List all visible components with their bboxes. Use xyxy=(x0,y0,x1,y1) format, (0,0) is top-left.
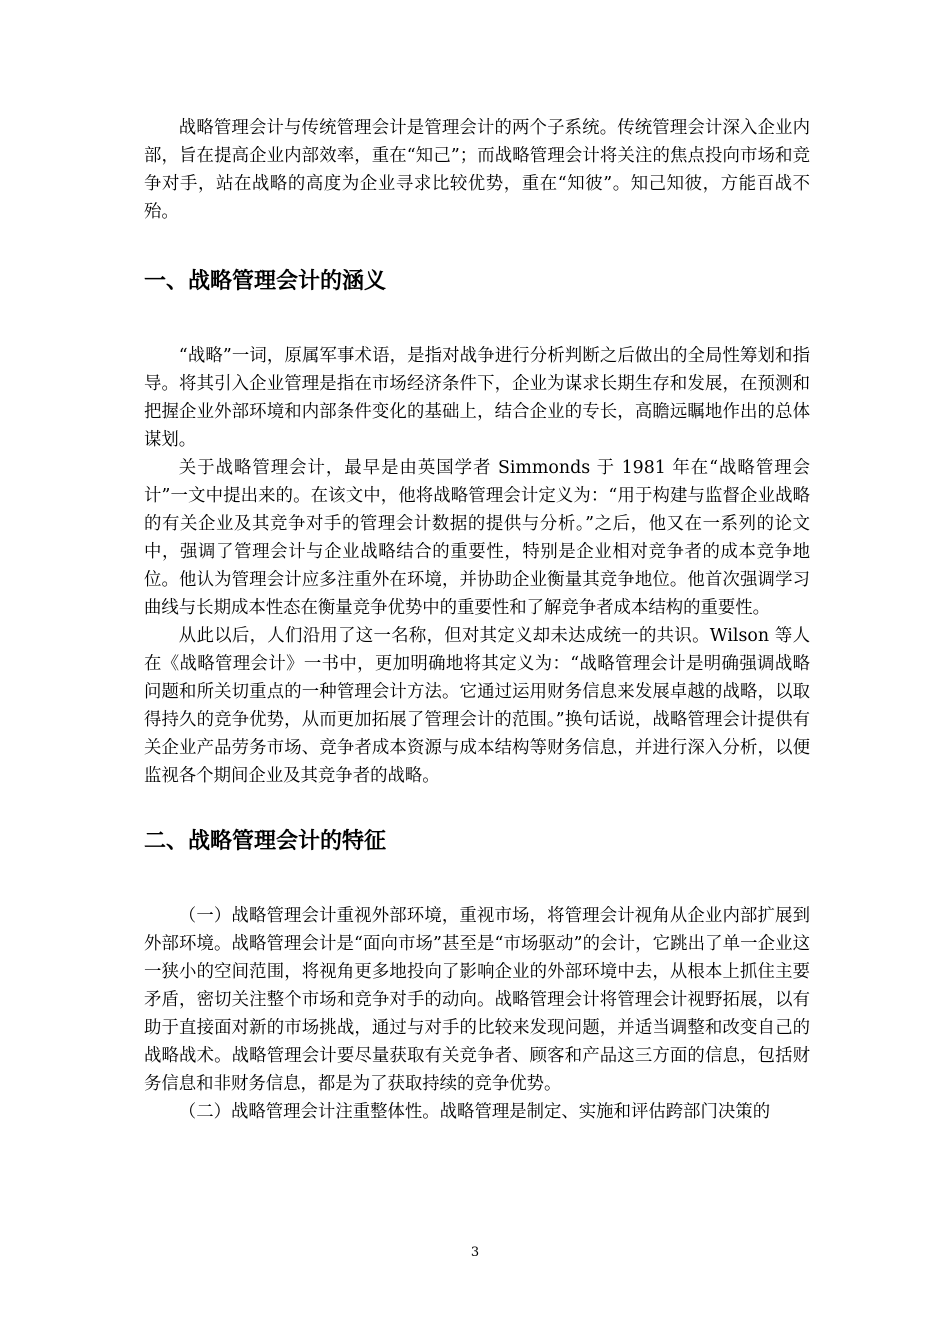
intro-paragraph: 战略管理会计与传统管理会计是管理会计的两个子系统。传统管理会计深入企业内部，旨在提高企业内部效率，重在“知己”；而战略管理会计将关注的焦点投向市场和竞争对手，站在战略的高度为企业寻求比较优势，重在“知彼”。知己知彼，方能百战不殆。 xyxy=(144,118,810,222)
paragraph-feature-2: （二）战略管理会计注重整体性。战略管理是制定、实施和评估跨部门决策的 xyxy=(178,1102,771,1122)
paragraph-strategy-definition: “战略”一词，原属军事术语，是指对战争进行分析判断之后做出的全局性筹划和指导。将其引入企业管理是指在市场经济条件下，企业为谋求长期生存和发展，在预测和把握企业外部环境和内部条件变化的基础上，结合企业的专长，高瞻远瞩地作出的总体谋划。 xyxy=(144,346,810,450)
section-heading-features: 二、战略管理会计的特征 xyxy=(144,829,387,854)
page-number: 3 xyxy=(470,1245,480,1260)
section-heading-meaning: 一、战略管理会计的涵义 xyxy=(144,269,387,294)
paragraph-wilson: 从此以后，人们沿用了这一名称，但对其定义却未达成统一的共识。Wilson 等人在《战略管理会计》一书中，更加明确地将其定义为：“战略管理会计是明确强调战略问题和所关切重点的一种管理会计方法。它通过运用财务信息来发展卓越的战略，以取得持久的竞争优势，从而更加拓展了管理会计的范围。”换句话说，战略管理会计提供有关企业产品劳务市场、竞争者成本资源与成本结构等财务信息，并进行深入分析，以便监视各个期间企业及其竞争者的战略。 xyxy=(144,626,810,786)
paragraph-simmonds: 关于战略管理会计，最早是由英国学者 Simmonds 于 1981 年在“战略管理会计”一文中提出来的。在该文中，他将战略管理会计定义为：“用于构建与监督企业战略的有关企业及其竞争对手的管理会计数据的提供与分析。”之后，他又在一系列的论文中，强调了管理会计与企业战略结合的重要性，特别是企业相对竞争者的成本竞争地位。他认为管理会计应多注重外在环境，并协助企业衡量其竞争地位。他首次强调学习曲线与长期成本性态在衡量竞争优势中的重要性和了解竞争者成本结构的重要性。 xyxy=(144,458,810,618)
document-page xyxy=(144,114,810,1126)
paragraph-feature-1: （一）战略管理会计重视外部环境，重视市场，将管理会计视角从企业内部扩展到外部环境。战略管理会计是“面向市场”甚至是“市场驱动”的会计，它跳出了单一企业这一狭小的空间范围，将视角更多地投向了影响企业的外部环境中去，从根本上抓住主要矛盾，密切关注整个市场和竞争对手的动向。战略管理会计将管理会计视野拓展，以有助于直接面对新的市场挑战，通过与对手的比较来发现问题，并适当调整和改变自己的战略战术。战略管理会计要尽量获取有关竞争者、顾客和产品这三方面的信息，包括财务信息和非财务信息，都是为了获取持续的竞争优势。 xyxy=(144,906,810,1094)
